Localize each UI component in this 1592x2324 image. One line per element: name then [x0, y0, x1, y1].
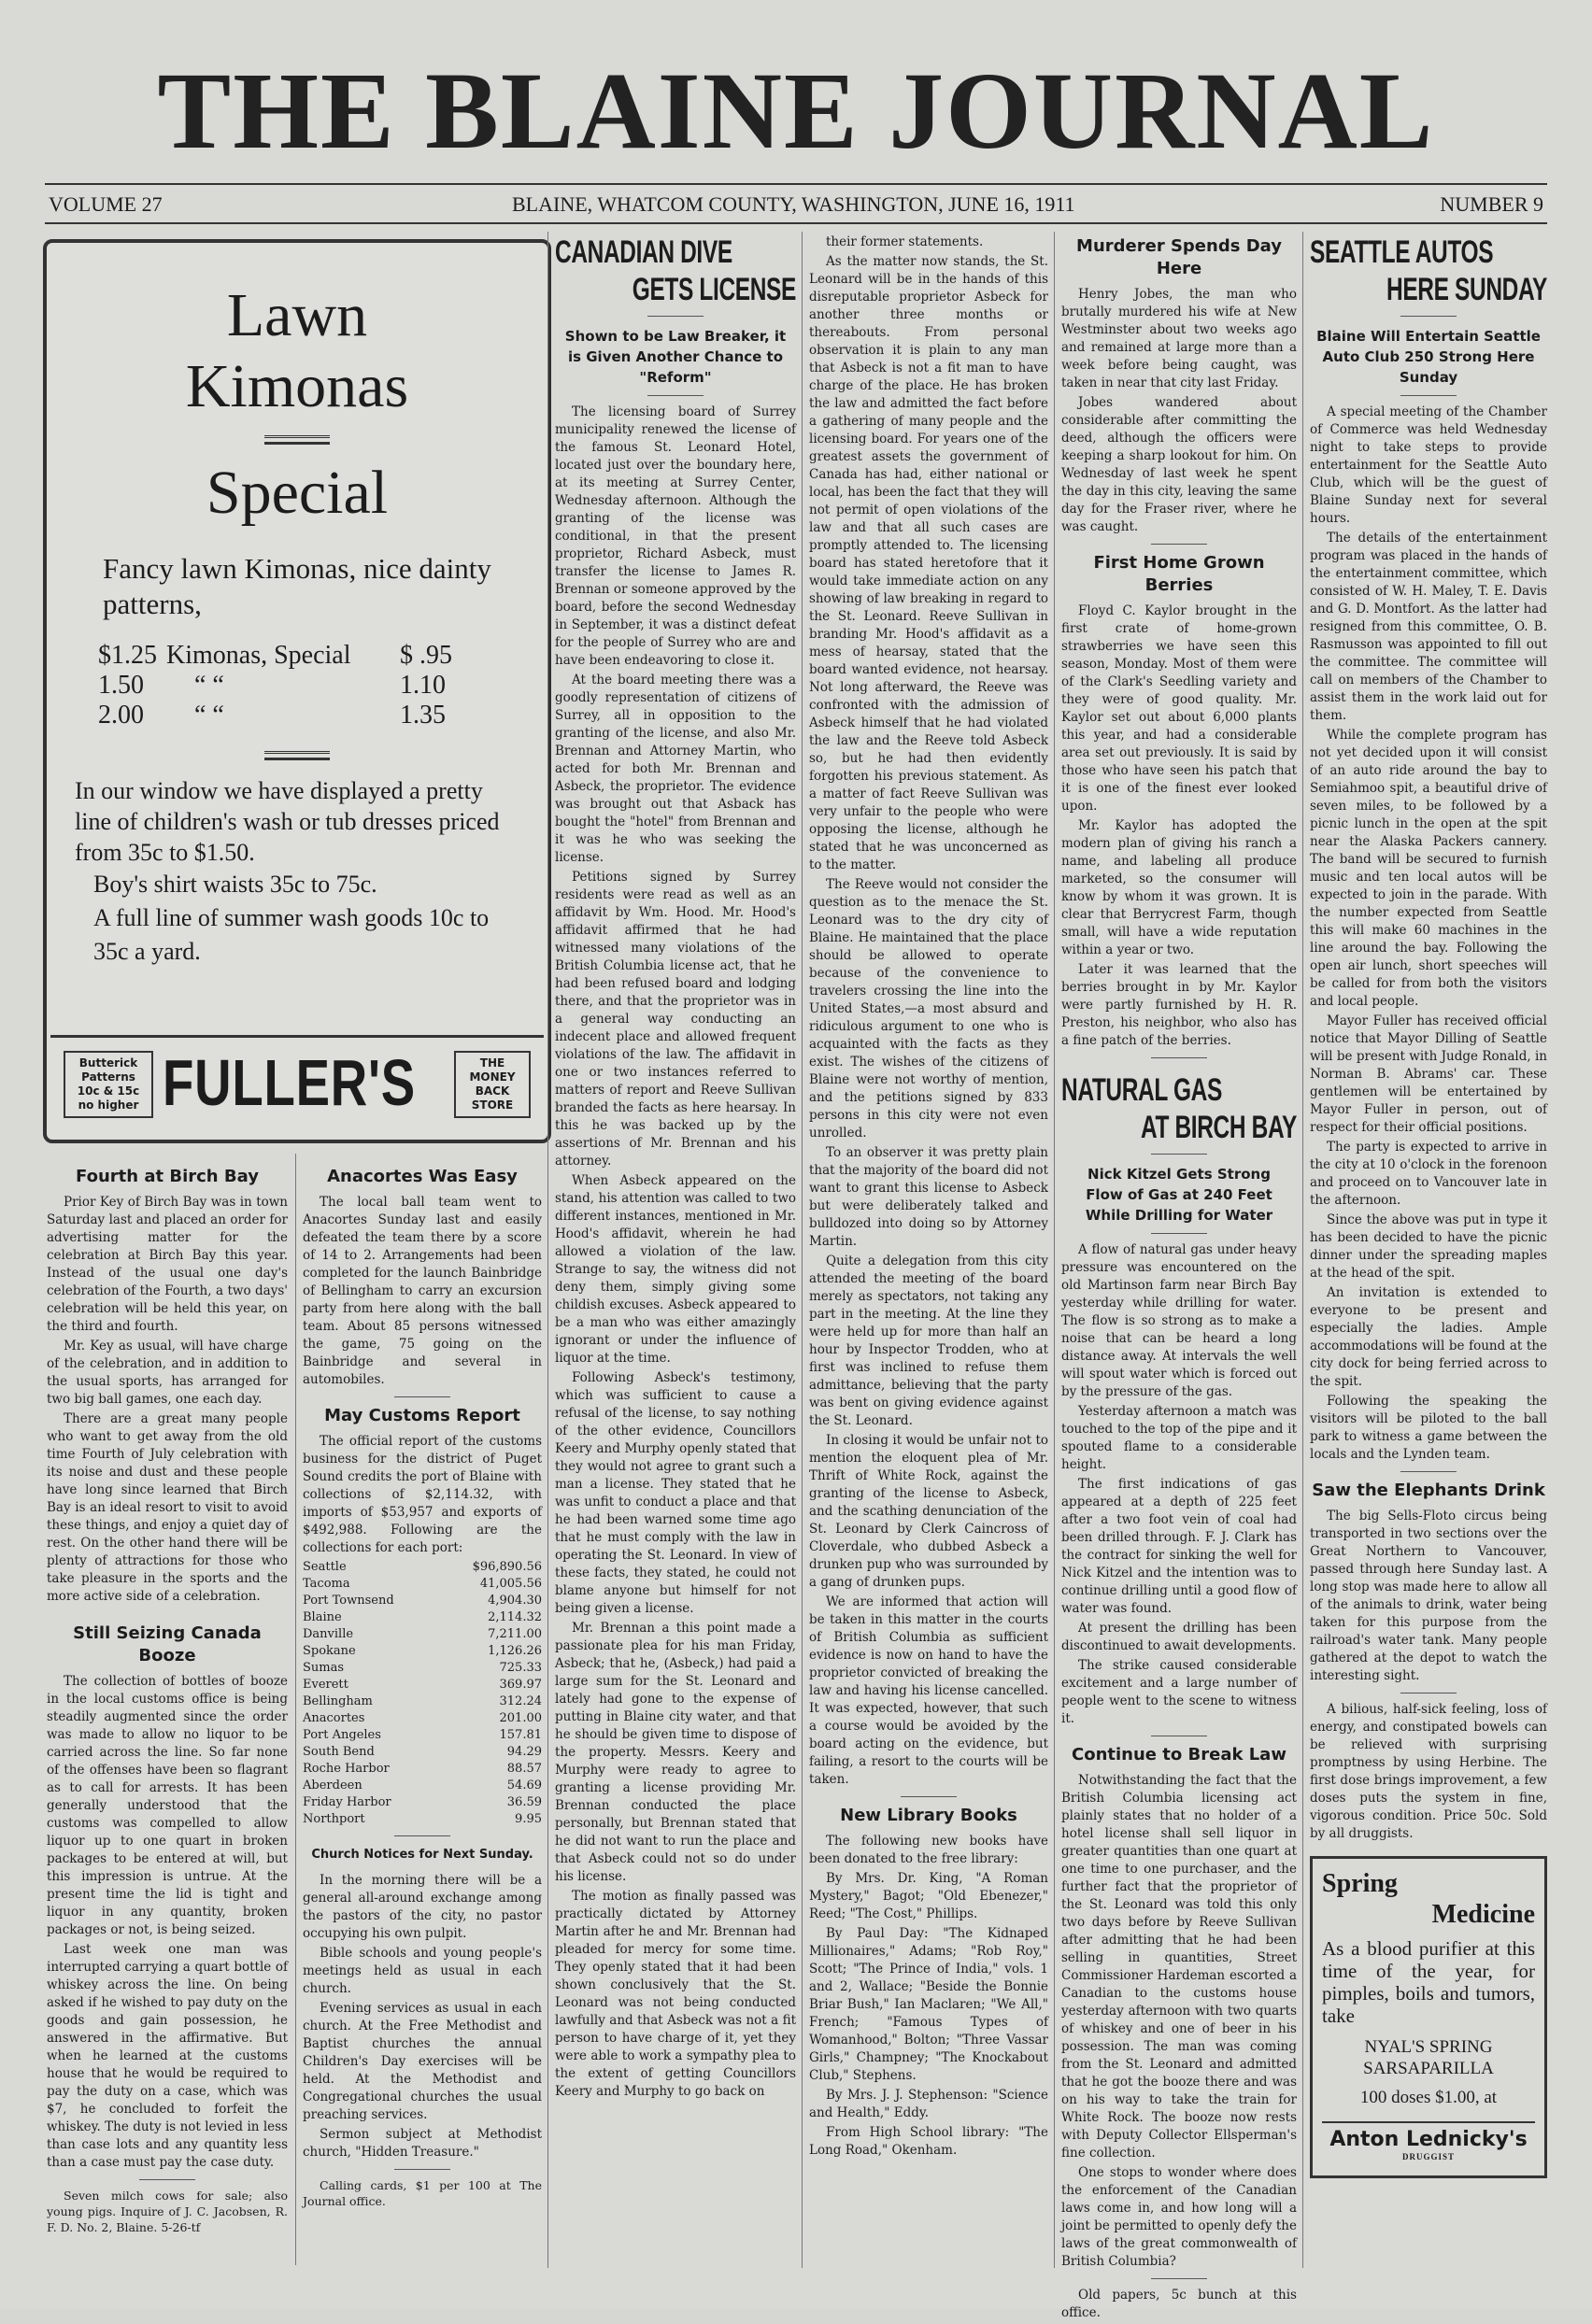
customs-row	[303, 1626, 542, 1643]
column-2	[303, 1158, 542, 2211]
customs-row	[303, 1660, 542, 1677]
customs-value: 4,904.30	[488, 1594, 542, 1608]
gas-story	[1061, 1241, 1297, 1728]
customs-port: Danville	[303, 1627, 354, 1641]
customs-row	[303, 1643, 542, 1660]
customs-headline: May Customs Report	[324, 1406, 520, 1425]
paragraph: The big Sells-Floto circus being transported in two sections over the Great Northern to Vancouver, passed through here Sunday last. A long stop was made here to allow all of the animals to drink, water being taken for this purpose from the railroad's water tank. Many people gathered at the depot to watch the interesting sight.	[1310, 1509, 1547, 1683]
separator	[1400, 395, 1457, 396]
druggist-tag: DRUGGIST	[1401, 2152, 1455, 2161]
dateline: BLAINE, WHATCOM COUNTY, WASHINGTON, JUNE 16, 1911	[512, 192, 1075, 216]
column-rule	[295, 1154, 296, 2265]
spring-ad-body: As a blood purifier at this time of the year, for pimples, boils and tumors, take	[1322, 1937, 1535, 2027]
berries-headline: First Home Grown Berries	[1093, 553, 1265, 595]
ad-paragraph: In our window we have displayed a pretty line of children's wash or tub dresses priced from 35c to $1.50.	[75, 777, 500, 866]
paragraph: Last week one man was interrupted carrying a quart bottle of whiskey across the line. On being asked if he wished to pay duty on the goods and gain possession, he answered in the affirmative. But when he learned at the customs house that he would be required to pay the duty on a case, which was $7, he concluded to forfeit the whiskey. The duty is not levied in less than case lots and any quantity less than a case must pay the case duty.	[47, 1942, 288, 2170]
customs-value: 312.24	[499, 1694, 542, 1708]
customs-port: Roche Harbor	[303, 1762, 390, 1776]
price-row	[98, 641, 462, 671]
price-item: Kimonas, Special	[166, 641, 351, 670]
ad-title-lawn: Lawn	[226, 281, 368, 349]
column-rule	[1302, 232, 1303, 2268]
paragraph: Later it was learned that the berries brought in by Mr. Kaylor were partly furnished by H. R. Preston, his neighbor, who also has a fine patch of the berries.	[1061, 962, 1297, 1048]
paragraph: Notwithstanding the fact that the British Columbia licensing act plainly states that no holder of a hotel license shall sell liquor in greater quantities than one quart at one time to one purchaser, and the further fact that the proprietor of the St. Leonard was told this only two days before by Reeve Sullivan after admitting that he had been selling in quantities, Street Commissioner Hardeman escorted a Canadian to the customs house yesterday afternoon with two quarts of whiskey and one of beer in his possession. The man was coming from the St. Leonard and admitted that he got the booze there and was on his way to take the train for White Rock. The booze now rests with Deputy Collector Ellsperman's fine collection.	[1061, 1773, 1297, 2161]
customs-row	[303, 1609, 542, 1626]
customs-port: South Bend	[303, 1745, 375, 1759]
paragraph: As the matter now stands, the St. Leonard will be in the hands of this disreputable proprietor Asbeck for another three months or thereabouts. From personal observation it is plain to any man that Asbeck is not a fit man to have charge of the place. He has broken the law and admitted the fact before a gathering of many people and the licensing board. For years one of the greatest assets the government of Canada has had, either national or local, has been the fact that they will not permit of open violations of the law and that all such cases are promptly attended to. The licensing board has stated heretofore that it would take immediate action on any showing of law breaking in regard to the St. Leonard. Reeve Sullivan in branding Mr. Hood's affidavit as a mess of hearsay, stated that the board wanted evidence, not hearsay. Not long afterward, the Reeve was confronted with the admission of Asbeck himself that he had violated the law and the Reeve told Asbeck so, but he had then evidently forgotten his previous statement. As a matter of fact Reeve Sullivan was very unfair to the people who were opposing the license, although he stated that he was unconcerned as to the matter.	[809, 254, 1048, 872]
column-rule	[547, 232, 548, 2268]
paragraph: The licensing board of Surrey municipality renewed the license of the famous St. Leonard Hotel, located just over the boundary here, at its meeting at Surrey Center, Wednesday afternoon. Although the granting of the license was conditional, in that the present proprietor, Richard Asbeck, must transfer the license to James R. Brennan or someone approved by the board, before the second Wednesday in September, it was a distinct defeat for the people of Surrey who are and have been endeavoring to close it.	[555, 404, 796, 668]
customs-table	[303, 1559, 542, 1828]
paragraph: Quite a delegation from this city attended the meeting of the board merely as spectators, not taking any part in the meeting. At the line they were held up for more than half an hour by Inspector Trodden, who at first was inclined to refuse them admittance, believing that the party was bent on giving evidence against the St. Leonard.	[809, 1254, 1048, 1428]
paragraph: At the board meeting there was a goodly representation of citizens of Surrey, all in opposition to the granting of the license, and also Mr. Brennan and Attorney Martin, who acted for both Mr. Brennan and Asbeck, the proprietor. The evidence was brought out that Asback has bought the "hotel" from Brennan and it was he who was seeking the license.	[555, 673, 796, 865]
paragraph: The motion as finally passed was practically dictated by Attorney Martin after he and Mr. Brennan had pleaded for mercy for some time. They openly stated that it had been shown conclusively that the St. Leonard was not being conducted lawfully and that Asbeck was not a fit person to have charge of it, yet they were able to work a sympathy plea to the extent of getting Councillors Keery and Murphy to go back on	[555, 1889, 796, 2099]
medicine-title: Medicine	[1431, 1900, 1535, 1929]
patterns-box: Butterick Patterns 10c & 15c no higher	[64, 1051, 153, 1118]
paragraph: In closing it would be unfair not to mention the eloquent plea of Mr. Thrift of White Rock, against the granting of the license to Asbeck, and the scathing denunciation of the St. Leonard by Clerk Caincross of Cloverdale, who dubbed Asbeck a drunken pup who was surrounded by a gang of drunken pups.	[809, 1433, 1048, 1590]
column-1	[47, 1158, 288, 2237]
paragraph: Mayor Fuller has received official notice that Mayor Dilling of Seattle will be present with Judge Ronald, in Norman B. Abrams' car. These gentlemen will be entertained by Mayor Fuller in person, out of respect for their official positions.	[1310, 1013, 1547, 1135]
customs-value: 369.97	[499, 1678, 542, 1692]
money-back-box: THE MONEY BACK STORE	[454, 1051, 531, 1118]
price-row	[98, 671, 462, 701]
column-4	[809, 234, 1048, 2161]
paragraph: The Reeve would not consider the question as to the menace the St. Leonard was to the dry city of Blaine. He maintained that the place should be allowed to operate because of the convenience to travelers crossing the line into the United States,—a most absurd and ridiculous argument to one who is acquainted with the facts as they exist. The wishes of the citizens of Blaine were not worthy of mention, and the petitions signed by 833 persons in this city were not even unrolled.	[809, 877, 1048, 1141]
paragraph: The collection of bottles of booze in the local customs office is being steadily augmented since the order was made to allow no liquor to be carried across the line. So far none of the offenses have been so flagrant as to call for arrests. It has been generally understood that the customs was compelled to allow liquor up to one quart in broken packages to be entered at will, but this impression is untrue. At the present time the lid is tight and liquor in any quantity, broken packages or not, is being seized.	[47, 1674, 288, 1937]
customs-row	[303, 1576, 542, 1593]
customs-port: Tacoma	[303, 1577, 350, 1591]
customs-value: 88.57	[506, 1762, 542, 1776]
separator	[1151, 544, 1207, 545]
customs-port: Northport	[303, 1812, 365, 1826]
church-headline: Church Notices for Next Sunday.	[311, 1848, 533, 1862]
price-orig: 1.50	[98, 671, 144, 700]
paragraph: A flow of natural gas under heavy pressure was encountered on the old Martinson farm near Birch Bay yesterday while drilling for water. The flow is so strong as to make a noise that can be heard a long distance away. At intervals the well will spout water which is forced out by the pressure of the gas.	[1061, 1242, 1297, 1399]
separator	[1400, 1471, 1457, 1472]
paragraph: The official report of the customs business for the district of Puget Sound credits the port of Blaine with collections of $2,114.32, with imports of $53,957 and exports of $492,988. Following are the collections for each port:	[303, 1434, 542, 1555]
paragraph: The strike caused considerable excitement and a large number of people went to the scene to witness it.	[1061, 1658, 1297, 1726]
price-sale: 1.35	[400, 701, 446, 730]
customs-row	[303, 1677, 542, 1693]
classified-ad: Seven milch cows for sale; also young pigs. Inquire of J. C. Jacobsen, R. F. D. No. 2, Blaine. 5-26-tf	[47, 2189, 288, 2234]
customs-value: $96,890.56	[472, 1560, 542, 1574]
paragraph: The party is expected to arrive in the city at 10 o'clock in the forenoon and proceed on to Vancouver late in the afternoon.	[1310, 1140, 1547, 1208]
ad-price-table	[98, 641, 462, 730]
issue-number: NUMBER 9	[1440, 192, 1543, 216]
ad-paragraph: Boy's shirt waists 35c to 75c.	[93, 871, 377, 898]
volume: VOLUME 27	[49, 192, 163, 216]
customs-port: Seattle	[303, 1560, 347, 1574]
paragraph: Evening services as usual in each church. At the Free Methodist and Baptist churches the annual Children's Day exercises will be held. At the Methodist and Congregational churches the usual preaching services.	[303, 2001, 542, 2122]
paragraph: At present the drilling has been discontinued to await developments.	[1061, 1621, 1297, 1653]
price-item: “ “	[194, 671, 224, 700]
murderer-headline: Murderer Spends Day Here	[1076, 236, 1282, 278]
fullers-footer	[50, 1035, 544, 1131]
customs-value: 41,005.56	[479, 1577, 542, 1591]
gas-headline-1: NATURAL GAS	[1061, 1072, 1222, 1108]
paragraph: Mr. Key as usual, will have charge of the celebration, and in addition to the usual sports, has arranged for two big ball games, one each day.	[47, 1339, 288, 1407]
customs-value: 54.69	[506, 1778, 542, 1793]
paragraph: Henry Jobes, the man who brutally murdered his wife at New Westminster about two weeks ago and remained at large more than a week before being caught, was taken in near that city last Friday.	[1061, 287, 1297, 390]
canadian-headline-2: GETS LICENSE	[632, 272, 796, 307]
ad-paragraph: A full line of summer wash goods 10c to 35c a yard.	[93, 904, 490, 965]
separator	[394, 2169, 450, 2170]
separator	[1151, 1057, 1207, 1058]
price-sale: $ .95	[400, 641, 452, 670]
paragraph: Petitions signed by Surrey residents were read as well as an affidavit by Wm. Hood. Mr. Hood's affidavit affirmed that he had witnessed many violations of the British Columbia license act, that he had been refused board and lodging there, and that the proprietor was in a general way conducting an indecent place and allowed frequent violations of the law. The affidavit in one or two instances referred to matters of report and Reeve Sullivan branded the facts as here hearsay. In this he was backed up by the assertions of Mr. Brennan and his attorney.	[555, 870, 796, 1169]
separator	[647, 395, 704, 396]
customs-value: 1,126.26	[488, 1644, 542, 1658]
customs-port: Aberdeen	[303, 1778, 362, 1793]
customs-value: 7,211.00	[488, 1627, 542, 1641]
paragraph: Following the speaking the visitors will be piloted to the ball park to witness a game between the locals and the Lynden team.	[1310, 1394, 1547, 1462]
rule-top	[45, 183, 1547, 185]
spring-product: NYAL'S SPRING SARSAPARILLA	[1363, 2037, 1494, 2078]
anacortes-headline: Anacortes Was Easy	[327, 1167, 518, 1186]
customs-row	[303, 1811, 542, 1828]
column-3	[555, 234, 796, 2103]
gas-headline-2: AT BIRCH BAY	[1140, 1110, 1297, 1145]
masthead: THE BLAINE JOURNAL	[157, 50, 1435, 172]
elephants-headline: Saw the Elephants Drink	[1312, 1481, 1545, 1500]
herbine-ad: A bilious, half-sick feeling, loss of energy, and constipated bowels can be relieved with surprising promptness by using Herbine. The first dose brings improvement, a few doses puts the system in fine, vigorous condition. Price 50c. Sold by all druggists.	[1310, 1702, 1547, 1841]
customs-row	[303, 1794, 542, 1811]
seattle-deck: Blaine Will Entertain Seattle Auto Club 250 Strong Here Sunday	[1316, 328, 1541, 386]
customs-row	[303, 1593, 542, 1609]
canadian-story	[555, 404, 796, 2101]
library-headline: New Library Books	[840, 1806, 1017, 1825]
paragraph: Bible schools and young people's meetings held as usual in each church.	[303, 1946, 542, 1996]
customs-port: Blaine	[303, 1610, 342, 1624]
canadian-headline-1: CANADIAN DIVE	[555, 234, 732, 270]
ad-title-kimonas: Kimonas	[185, 352, 409, 420]
paragraph: Floyd C. Kaylor brought in the first crate of home-grown strawberries we have seen this season, Monday. Most of them were of the Clark's Seedling variety and they were of good quality. Mr. Kaylor set out about 6,000 plants this year, and had a considerable area set out previously. It is said by those who have seen his patch that it is one of the finest ever looked upon.	[1061, 603, 1297, 814]
customs-row	[303, 1727, 542, 1744]
fullers-ad	[43, 239, 551, 1143]
customs-value: 2,114.32	[488, 1610, 542, 1624]
paragraph: The details of the entertainment program was placed in the hands of the entertainment committee, which consisted of W. H. Maley, T. E. Davis and G. D. Montfort. As the latter had resigned from this committee, O. B. Rasmusson was appointed to fill out the committee. The committee will call on members of the Chamber to assist them in the work laid out for them.	[1310, 531, 1547, 723]
gas-deck: Nick Kitzel Gets Strong Flow of Gas at 240 Feet While Drilling for Water	[1085, 1166, 1273, 1224]
customs-row	[303, 1744, 542, 1761]
paragraph: An invitation is extended to everyone to be present and especially the ladies. Ample accommodations will be found at the city dock for being ferried across to the spit.	[1310, 1285, 1547, 1389]
seattle-headline-1: SEATTLE AUTOS	[1310, 234, 1494, 270]
customs-port: Port Townsend	[303, 1594, 394, 1608]
spring-title: Spring	[1322, 1869, 1398, 1898]
paragraph: Mr. Brennan a this point made a passionate plea for his man Friday, Asbeck; that he, (Asbeck,) had paid a large sum for the St. Leonard and lately had gone to the expense of putting in Blaine city water, and that he should be given time to dispose of the property. Messrs. Keery and Murphy were ready to agree to granting a license providing Mr. Brennan conducted the place personally, but Brennan stated that he did not want to run the place and that Asbeck could not so do under his license.	[555, 1621, 796, 1884]
paragraph: Prior Key of Birch Bay was in town Saturday last and placed an order for advertising matter for the celebration at Birch Bay this year. Instead of the usual one day's celebration of the Fourth, a two days' celebration will be held this year, on the third and fourth.	[47, 1195, 288, 1334]
separator	[394, 1396, 450, 1397]
seattle-story	[1310, 404, 1547, 1464]
paragraph: Following Asbeck's testimony, which was sufficient to cause a refusal of the license, to say nothing of the other evidence, Councillors Keery and Murphy openly stated that they would not agree to grant such a man a license. They stated that he was unfit to conduct a place and that he had been warned some time ago that he must comply with the law in operating the St. Leonard. In view of these facts, they stated, he could not blame anyone but himself for not being given a license.	[555, 1370, 796, 1616]
druggist-name: Anton Lednicky's	[1322, 2121, 1535, 2148]
booze-headline: Still Seizing Canada Booze	[73, 1623, 262, 1665]
ad-description: Fancy lawn Kimonas, nice dainty patterns,	[103, 552, 491, 620]
separator	[1400, 316, 1457, 317]
spring-medicine-ad	[1310, 1856, 1547, 2178]
customs-value: 201.00	[499, 1711, 542, 1725]
paragraph: Yesterday afternoon a match was touched to the top of the pipe and it spouted flame to a considerable height.	[1061, 1404, 1297, 1472]
column-6	[1310, 234, 1547, 2178]
customs-row	[303, 1710, 542, 1727]
library-story	[809, 1833, 1048, 2160]
separator	[394, 1835, 450, 1836]
price-orig: $1.25	[98, 641, 157, 670]
customs-port: Bellingham	[303, 1694, 373, 1708]
paragraph: We are informed that action will be taken in this matter in the courts of British Columbia as sufficient evidence is now on hand to have the proprietor convicted of breaking the law and having his license cancelled. It was expected, however, that such a course would be avoided by the board acting on the evidence, but failing, a resort to the courts will be taken.	[809, 1594, 1048, 1787]
ad-title-special: Special	[206, 459, 389, 527]
customs-port: Friday Harbor	[303, 1795, 391, 1809]
paragraph: The local ball team went to Anacortes Sunday last and easily defeated the team there by a score of 14 to 2. Arrangements had been completed for the launch Bainbridge of Bellingham to carry an excursion party from here along with the ball team. About 85 persons witnessed the game, 75 going on the Bainbridge and several in automobiles.	[303, 1195, 542, 1387]
paragraph: The following new books have been donated to the free library:	[809, 1834, 1048, 1866]
ad-divider	[264, 751, 330, 760]
paragraph: their former statements.	[826, 234, 984, 249]
customs-port: Port Angeles	[303, 1728, 381, 1742]
customs-value: 157.81	[499, 1728, 542, 1742]
paragraph: In the morning there will be a general all-around exchange among the pastors of the city, no pastor occupying his own pulpit.	[303, 1873, 542, 1941]
calling-cards-notice: Calling cards, $1 per 100 at The Journal office.	[303, 2178, 542, 2208]
separator	[647, 316, 704, 317]
paragraph: One stops to wonder where does the enforcement of the Canadian laws come in, and how long will a joint be permitted to openly defy the laws of the great commonwealth of British Columbia?	[1061, 2165, 1297, 2269]
break-law-headline: Continue to Break Law	[1072, 1745, 1286, 1764]
paragraph: There are a great many people who want to get away from the old time Fourth of July celebration with its noise and dust and these people have long since learned that Birch Bay is an ideal resort to visit to avoid these things, and enjoy a quiet day of rest. On the other hand there will be plenty of attractions for those who take pleasure in the sports and the more active side of a celebration.	[47, 1411, 288, 1604]
rule-bottom	[45, 222, 1547, 224]
old-papers-notice: Old papers, 5c bunch at this office.	[1061, 2288, 1297, 2320]
fourth-headline: Fourth at Birch Bay	[76, 1167, 259, 1186]
price-orig: 2.00	[98, 701, 144, 730]
paragraph: Since the above was put in type it has been decided to have the picnic dinner under the spreading maples at the head of the spit.	[1310, 1212, 1547, 1281]
price-item: “ “	[194, 701, 224, 730]
paragraph: When Asbeck appeared on the stand, his attention was called to two different instances, mentioned in Mr. Hood's affidavit, wherein he had allowed a violation of the law. Strange to say, the witness did not deny them, simply giving some childish excuses. Asbeck appeared to be a man who was either amazingly ignorant or under the influence of liquor at the time.	[555, 1173, 796, 1366]
paragraph: By Mrs. Dr. King, "A Roman Mystery," Bagot; "Old Ebenezer," Reed; "The Cost," Phillips.	[809, 1871, 1048, 1921]
customs-value: 9.95	[515, 1812, 542, 1826]
paragraph: A special meeting of the Chamber of Commerce was held Wednesday night to take steps to provide entertainment for the Seattle Auto Club, which will be the guest of Blaine Sunday next for several hours.	[1310, 404, 1547, 526]
seattle-headline-2: HERE SUNDAY	[1386, 272, 1547, 307]
column-5	[1061, 234, 1297, 2324]
paragraph: Sermon subject at Methodist church, "Hidden Treasure."	[303, 2127, 542, 2160]
separator	[901, 1796, 957, 1797]
spring-price: 100 doses $1.00, at	[1359, 2088, 1498, 2107]
customs-row	[303, 1693, 542, 1710]
column-rule	[802, 232, 803, 2268]
canadian-story-continued	[809, 234, 1048, 1789]
separator	[1151, 1154, 1207, 1155]
paragraph: By Mrs. J. J. Stephenson: "Science and Health," Eddy.	[809, 2088, 1048, 2120]
customs-port: Everett	[303, 1678, 348, 1692]
ad-divider	[264, 435, 330, 445]
customs-row	[303, 1761, 542, 1778]
paragraph: To an observer it was pretty plain that the majority of the board did not want to grant this license to Asbeck but were deliberately talked and bulldozed into doing so by Attorney Martin.	[809, 1145, 1048, 1249]
paragraph: Jobes wandered about considerable after committing the deed, although the officers were keeping a sharp lookout for him. On Wednesday of last week he spent the day in this city, leaving the same day for the Fraser river, where he was caught.	[1061, 395, 1297, 534]
price-sale: 1.10	[400, 671, 446, 700]
paragraph: By Paul Day: "The Kidnaped Millionaires," Adams; "Rob Roy," Scott; "The Prince of India," vols. 1 and 2, Wallace; "Beside the Bonnie Briar Bush," Ian Maclaren; "We All," French; "Famous Types of Womanhood," Bolton; "Three Vassar Girls," Champney; "The Knockabout Club," Stephens.	[809, 1926, 1048, 2083]
separator	[139, 2179, 195, 2180]
column-rule	[1054, 232, 1055, 2268]
customs-port: Spokane	[303, 1644, 356, 1658]
store-name: FULLER'S	[163, 1046, 416, 1119]
customs-port: Sumas	[303, 1661, 345, 1675]
separator	[1151, 1233, 1207, 1234]
customs-value: 36.59	[506, 1795, 542, 1809]
customs-row	[303, 1559, 542, 1576]
separator	[1151, 2278, 1207, 2279]
paragraph: From High School library: "The Long Road," Okenham.	[809, 2125, 1048, 2158]
paragraph: While the complete program has not yet decided upon it will consist of an auto ride around the bay to Semiahmoo spit, a beautiful drive of seven miles, to be followed by a picnic lunch in the open at the spit near the Alaska Packers cannery. The band will be secured to furnish music and ten local autos will be expected to join in the parade. With the number expected from Seattle this will make 60 machines in the line around the bay. Following the open air lunch, short speeches will be called for from both the visitors and local people.	[1310, 728, 1547, 1009]
customs-value: 725.33	[499, 1661, 542, 1675]
customs-value: 94.29	[506, 1745, 542, 1759]
customs-port: Anacortes	[303, 1711, 365, 1725]
price-row	[98, 701, 462, 730]
paragraph: The first indications of gas appeared at a depth of 225 feet after a two foot vein of coal had been drilled through. F. J. Clark has the contract for sinking the well for Nick Kitzel and the intention was to continue drilling until a good flow of water was found.	[1061, 1477, 1297, 1616]
canadian-deck: Shown to be Law Breaker, it is Given Another Chance to "Reform"	[564, 328, 787, 386]
paragraph: Mr. Kaylor has adopted the modern plan of giving his ranch a name, and labeling all produce marketed, so the consumer will know by whom it was grown. It is clear that Berrycrest Farm, though small, will have a wide reputation within a year or two.	[1061, 818, 1297, 957]
customs-row	[303, 1778, 542, 1794]
